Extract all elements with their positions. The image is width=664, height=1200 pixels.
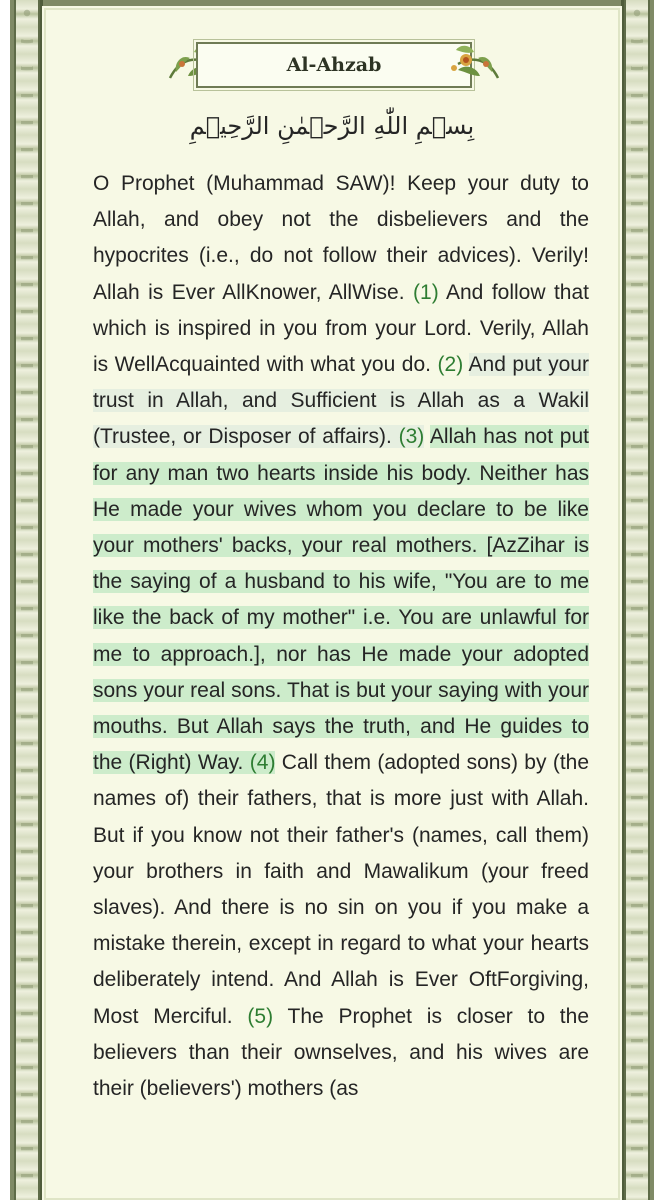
ayah-text: The Prophet is closer to the believers than their ownselves, and his wives are their (believers') mothers (as [93,1004,589,1101]
ayah-4[interactable] [93,425,589,774]
ayah-text: O Prophet (Muhammad SAW)! Keep your duty to Allah, and obey not the disbelievers and the hypocrites (i.e., do not follow their advices). Verily! Allah is Ever AllKnower, AllWise. [93,172,589,304]
ayah-5[interactable] [93,751,589,1027]
ayah-number: (3) [398,425,425,449]
ayah-text: And follow that which is inspired in you from your Lord. Verily, Allah is WellAcquainted with what you do. [93,280,589,377]
ayah-number: (2) [437,353,464,377]
ayah-text: Allah has not put for any man two hearts inside his body. Neither has He made your wives whom you declare to be like your mothers' backs, your real mothers. [AzZihar is the saying of a husband to his wife, "You are to me like the back of my mother" i.e. You are unlawful for me to approach.], nor has He made your adopted sons your real sons. That is but your saying with your mouths. But Allah says the truth, and He guides to the (Right) Way. [93,425,589,775]
floral-ornament-icon [446,38,502,92]
ayah-number: (5) [247,1004,274,1028]
frame-border-left [14,0,40,1200]
title-plaque [196,42,472,88]
ayah-text: Call them (adopted sons) by (the names of) their fathers, that is more just with Allah. But if you know not their father's (names, call them) your brothers in faith and Mawalikum (your freed slaves). And there is no sin on you if you make a mistake therein, except in regard to what your hearts deliberately intend. And Allah is Ever OftForgiving, Most Merciful. [93,751,590,1028]
frame-border-right [624,0,650,1200]
surah-header [168,38,500,94]
ayah-number: (1) [413,280,439,304]
surah-title: Al-Ahzab [286,54,382,76]
ayah-number: (4) [249,751,276,775]
translation-text [93,166,589,1107]
ayah-text: And put your trust in Allah, and Sufficient is Allah as a Wakil (Trustee, or Disposer of affairs). [93,353,589,449]
basmala: بِسۡمِ اللّٰهِ الرَّحۡمٰنِ الرَّحِيۡمِ [189,112,475,140]
